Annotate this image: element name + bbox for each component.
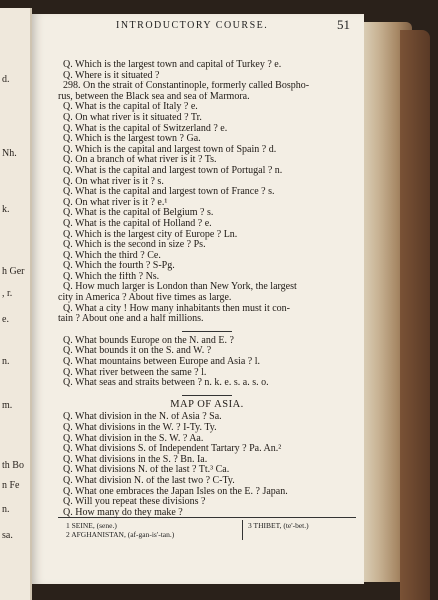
text-line: Q. Will you repeat these divisions ?: [63, 497, 206, 508]
footnote-3: 3 THIBET, (te'-bet.): [248, 521, 309, 530]
footnote-column-2: [248, 521, 309, 530]
running-title: INTRODUCTORY COURSE.: [116, 20, 269, 31]
text-line: Q. What division in the S. W. ? Aa.: [63, 433, 204, 444]
margin-fragment: m.: [2, 400, 13, 411]
section-heading: MAP OF ASIA.: [170, 398, 244, 410]
footnote-1: 1 SEINE, (sene.): [66, 521, 117, 530]
text-line: Q. Which the fifth ? Ns.: [63, 271, 160, 282]
divider-rule: [182, 331, 232, 332]
margin-fragment: k.: [2, 204, 10, 215]
text-line: Q. What river between the same ? l.: [63, 367, 207, 378]
footnote-2: 2 AFGHANISTAN, (af-gan-is'-tan.): [66, 530, 175, 539]
text-line: Q. Which is the largest city of Europe ? Ln.: [63, 229, 238, 240]
text-line: Q. On a branch of what river is it ? Ts.: [63, 155, 217, 166]
text-line: Q. What a city ! How many inhabitants then must it con-: [63, 303, 290, 314]
text-line: Q. What is the capital of Holland ? e.: [63, 218, 212, 229]
margin-fragment: Nh.: [2, 148, 17, 159]
margin-fragment: h Ger: [2, 266, 25, 277]
left-page-edge: [0, 8, 32, 600]
text-line: Q. Which the fourth ? S-Pg.: [63, 261, 175, 272]
text-line: Q. Which the third ? Ce.: [63, 250, 161, 261]
text-line: Q. What seas and straits between ? n. k. e. s. a. s. o.: [63, 378, 269, 389]
margin-fragment: th Bo: [2, 460, 24, 471]
text-line: Q. Which is the largest town and capital of Turkey ? e.: [63, 60, 282, 70]
text-line: Q. What division N. of the last two ? C-Ty.: [63, 475, 235, 486]
text-line: Q. On what river is it ? e.¹: [63, 197, 168, 208]
text-line: Q. On what river is it situated ? Tr.: [63, 112, 202, 123]
text-line: Q. What divisions N. of the last ? Tt.³ Ca.: [63, 465, 230, 476]
text-line: Q. Where is it situated ?: [63, 70, 160, 81]
text-line: Q. Which is the capital and largest town of Spain ? d.: [63, 144, 277, 155]
page-body: [58, 60, 356, 518]
divider-rule: [182, 395, 232, 396]
text-line: Q. What bounds Europe on the N. and E. ?: [63, 335, 234, 346]
text-line: Q. What is the capital of Italy ? e.: [63, 102, 198, 113]
margin-fragment: n Fe: [2, 480, 20, 491]
margin-fragment: sa.: [2, 530, 13, 541]
text-line: Q. What mountains between Europe and Asia ? l.: [63, 357, 260, 368]
text-line: Q. What divisions S. of Independent Tartary ? Pa. An.²: [63, 444, 282, 455]
text-line: rus, between the Black sea and sea of Marmora.: [58, 91, 250, 102]
margin-fragment: d.: [2, 74, 10, 85]
footnotes: [58, 517, 356, 539]
text-line: Q. Which is the largest town ? Ga.: [63, 134, 201, 145]
text-line: Q. What is the capital of Switzerland ? e.: [63, 123, 228, 134]
book-cover: [400, 30, 430, 600]
text-line: city in America ? About five times as large.: [58, 293, 232, 304]
text-line: Q. What is the capital and largest town of Portugal ? n.: [63, 165, 283, 176]
text-line: Q. On what river is it ? s.: [63, 176, 164, 187]
margin-fragment: n.: [2, 504, 10, 515]
text-line: Q. What one embraces the Japan Isles on the E. ? Japan.: [63, 486, 288, 497]
margin-fragment: e.: [2, 314, 9, 325]
text-line: 298. On the strait of Constantinople, formerly called Bospho-: [63, 81, 310, 92]
text-line: tain ? About one and a half millions.: [58, 314, 204, 325]
text-line: Q. What divisions in the W. ? I-Ty. Ty.: [63, 423, 217, 433]
text-line: Q. What is the capital of Belgium ? s.: [63, 208, 214, 219]
text-line: Q. How much larger is London than New York, the largest: [63, 282, 297, 293]
footnote-column-1: [66, 521, 174, 539]
text-line: Q. What division in the N. of Asia ? Sa.: [63, 412, 222, 423]
text-line: Q. What divisions in the S. ? Bn. Ia.: [63, 454, 208, 465]
margin-fragment: n.: [2, 356, 10, 367]
running-header: [60, 14, 350, 34]
text-line: Q. What is the capital and largest town of France ? s.: [63, 187, 275, 198]
text-line: Q. Which is the second in size ? Ps.: [63, 240, 206, 251]
text-line: Q. What bounds it on the S. and W. ?: [63, 346, 212, 357]
page-number: 51: [337, 17, 350, 32]
margin-fragment: , r.: [2, 288, 13, 299]
text-line: Q. How many do they make ?: [63, 507, 183, 518]
footnote-separator: [242, 520, 243, 540]
